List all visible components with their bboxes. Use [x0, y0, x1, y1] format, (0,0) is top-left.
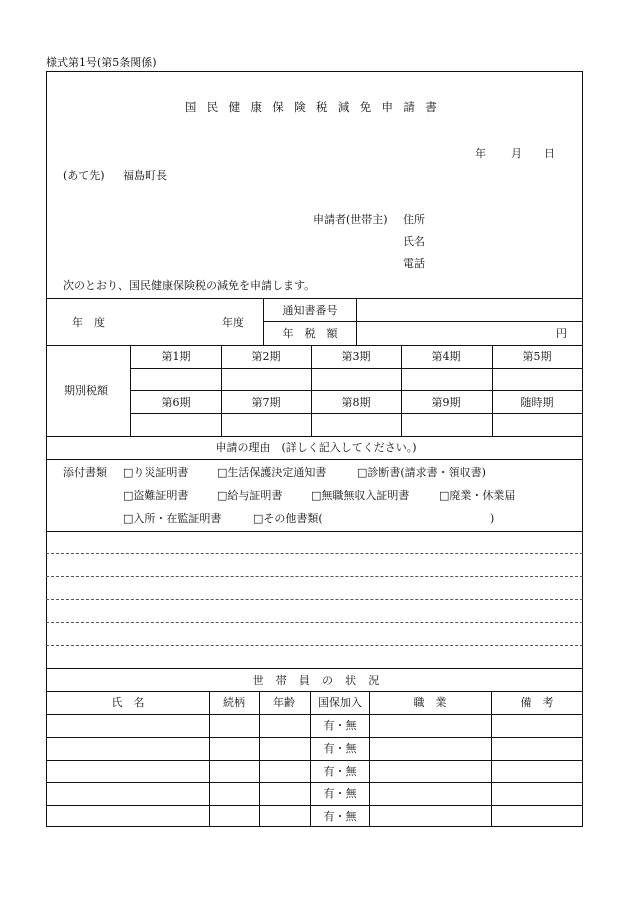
reason-line — [46, 645, 583, 646]
attachment-checkbox[interactable]: □診断書(請求書・領収書) — [357, 466, 486, 479]
applicant-name-label: 氏名 — [403, 235, 425, 248]
divider — [369, 691, 370, 827]
insurance-yes-no[interactable]: 有・無 — [323, 742, 357, 755]
insurance-yes-no[interactable]: 有・無 — [323, 787, 357, 800]
divider — [46, 345, 583, 346]
divider — [46, 436, 583, 437]
installment-header: 第7期 — [251, 396, 281, 409]
insurance-yes-no[interactable]: 有・無 — [323, 765, 357, 778]
divider — [46, 805, 583, 806]
installment-header: 第8期 — [341, 396, 371, 409]
divider — [263, 321, 583, 322]
divider — [46, 714, 583, 715]
installment-header: 第5期 — [522, 350, 552, 363]
annual-tax-label: 年 税 額 — [282, 327, 338, 340]
other-docs-close-paren: ) — [490, 512, 495, 525]
divider — [46, 691, 583, 692]
form-number: 様式第1号(第5条関係) — [46, 56, 157, 69]
date-day-label: 日 — [544, 147, 555, 160]
attachment-checkbox[interactable]: □り災証明書 — [123, 466, 189, 479]
attachment-checkbox[interactable]: □廃業・休業届 — [439, 489, 516, 502]
column-header-remarks: 備 考 — [520, 696, 554, 709]
divider — [491, 691, 492, 827]
intro-text: 次のとおり、国民健康保険税の減免を申請します。 — [63, 279, 316, 292]
column-header-relation: 続柄 — [223, 696, 245, 709]
insurance-yes-no[interactable]: 有・無 — [323, 719, 357, 732]
installment-header: 第2期 — [251, 350, 281, 363]
divider — [130, 368, 583, 369]
reason-line — [46, 576, 583, 577]
installment-header: 第1期 — [161, 350, 191, 363]
divider — [46, 668, 583, 669]
divider — [46, 760, 583, 761]
household-header: 世帯員の状況 — [252, 674, 392, 687]
form-title: 国民健康保険税減免申請書 — [184, 100, 448, 114]
column-header-insurance: 国保加入 — [318, 696, 362, 709]
attachment-checkbox[interactable]: □入所・在監証明書 — [123, 512, 222, 525]
reason-line — [46, 553, 583, 554]
attachment-checkbox[interactable]: □無職無収入証明書 — [311, 489, 410, 502]
column-header-name: 氏 名 — [111, 696, 145, 709]
reason-line — [46, 622, 583, 623]
attachment-checkbox[interactable]: □盗難証明書 — [123, 489, 189, 502]
applicant-label: 申請者(世帯主) — [313, 213, 388, 226]
installment-header: 随時期 — [520, 396, 554, 409]
attachment-checkbox[interactable]: □生活保護決定通知書 — [217, 466, 327, 479]
attachment-checkbox[interactable]: □給与証明書 — [217, 489, 283, 502]
column-header-occupation: 職 業 — [413, 696, 447, 709]
reason-line — [46, 599, 583, 600]
divider — [130, 390, 583, 391]
applicant-address-label: 住所 — [403, 213, 425, 226]
divider — [46, 459, 583, 460]
date-year-label: 年 — [475, 147, 486, 160]
fiscal-year-label: 年 度 — [72, 316, 105, 329]
addressee-label: (あて先) — [63, 169, 105, 182]
column-header-age: 年齢 — [273, 696, 295, 709]
divider — [46, 782, 583, 783]
divider — [46, 737, 583, 738]
notice-number-label: 通知書番号 — [282, 304, 338, 317]
fiscal-year-suffix: 年度 — [222, 316, 244, 329]
divider — [310, 691, 311, 827]
attachment-checkbox[interactable]: □その他書類( — [253, 512, 323, 525]
divider — [209, 691, 210, 827]
divider — [46, 531, 583, 532]
date-month-label: 月 — [511, 147, 522, 160]
installment-header: 第4期 — [431, 350, 461, 363]
installments-label: 期別税額 — [64, 384, 108, 397]
attachments-label: 添付書類 — [63, 466, 107, 479]
insurance-yes-no[interactable]: 有・無 — [323, 810, 357, 823]
divider — [130, 413, 583, 414]
yen-unit: 円 — [556, 327, 567, 340]
installment-header: 第3期 — [341, 350, 371, 363]
installment-header: 第9期 — [431, 396, 461, 409]
installment-header: 第6期 — [161, 396, 191, 409]
applicant-phone-label: 電話 — [403, 257, 425, 270]
divider — [259, 691, 260, 827]
reason-header: 申請の理由 (詳しく記入してください。) — [215, 441, 417, 454]
addressee-name: 福島町長 — [123, 169, 167, 182]
divider — [46, 298, 583, 299]
